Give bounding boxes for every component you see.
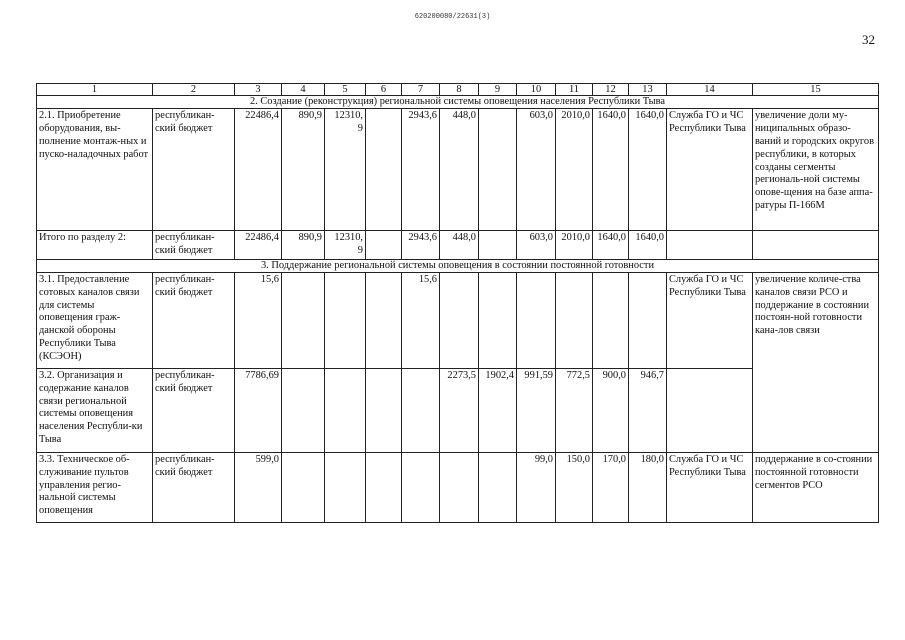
table-row [37,272,879,368]
value-cell [366,452,402,522]
value-cell: 12310, 9 [325,231,366,260]
header-cell: 11 [556,84,593,96]
section-2-row [37,96,879,109]
value-cell [325,452,366,522]
funding-source: республикан-ский бюджет [153,231,235,260]
value-cell [479,272,517,368]
header-cell: 12 [593,84,629,96]
value-cell [282,272,325,368]
header-cell: 15 [753,84,879,96]
value-cell [440,452,479,522]
value-cell: 150,0 [556,452,593,522]
row-title: 3.2. Организация и содержание каналов связи региональной системы оповещения населения Республи-ки Тыва [37,368,153,452]
value-cell: 2273,5 [440,368,479,452]
value-cell [479,109,517,231]
funding-source: республикан-ский бюджет [153,452,235,522]
table-row [37,109,879,231]
value-cell: 772,5 [556,368,593,452]
header-cell: 10 [517,84,556,96]
value-cell [440,272,479,368]
value-cell [366,109,402,231]
executor-cell: Служба ГО и ЧС Республики Тыва [667,109,753,231]
value-cell: 99,0 [517,452,556,522]
value-cell: 2010,0 [556,109,593,231]
value-cell: 448,0 [440,231,479,260]
value-cell: 603,0 [517,109,556,231]
value-cell: 22486,4 [235,109,282,231]
funding-source: республикан-ский бюджет [153,368,235,452]
value-cell [593,272,629,368]
value-cell: 15,6 [402,272,440,368]
row-title: 2.1. Приобретение оборудования, вы-полнение монтаж-ных и пуско-наладочных работ [37,109,153,231]
value-cell [479,231,517,260]
table-row [37,452,879,522]
header-row [37,84,879,96]
value-cell: 448,0 [440,109,479,231]
result-cell [753,231,879,260]
program-table [36,83,879,523]
page-number: 32 [862,32,875,47]
result-cell: поддержание в со-стоянии постоянной готовности сегментов РСО [753,452,879,522]
value-cell [366,368,402,452]
value-cell: 15,6 [235,272,282,368]
executor-cell: Служба ГО и ЧС Республики Тыва [667,272,753,368]
value-cell: 2943,6 [402,109,440,231]
value-cell: 890,9 [282,109,325,231]
value-cell [366,272,402,368]
executor-cell: Служба ГО и ЧС Республики Тыва [667,452,753,522]
value-cell [282,368,325,452]
value-cell: 22486,4 [235,231,282,260]
value-cell [402,368,440,452]
result-cell: увеличение доли му-ниципальных образо-ваний и городских округов республики, в которых созданы сегменты региональ-ной системы оповe-щения на базе аппа-ратуры П-166М [753,109,879,231]
value-cell: 170,0 [593,452,629,522]
header-cell: 4 [282,84,325,96]
total-row [37,231,879,260]
value-cell: 890,9 [282,231,325,260]
header-cell: 13 [629,84,667,96]
header-cell: 2 [153,84,235,96]
value-cell [556,272,593,368]
value-cell: 12310, 9 [325,109,366,231]
value-cell: 603,0 [517,231,556,260]
header-cell: 7 [402,84,440,96]
document-id: 620200080/22631(3) [414,13,491,21]
header-cell: 8 [440,84,479,96]
value-cell: 991,59 [517,368,556,452]
value-cell: 1640,0 [629,109,667,231]
executor-cell [667,231,753,260]
section-3-row [37,259,879,272]
section-2-title: 2. Создание (реконструкция) региональной системы оповещения населения Республики Тыва [37,96,879,109]
value-cell: 1640,0 [593,231,629,260]
value-cell: 1902,4 [479,368,517,452]
section-3-title: 3. Поддержание региональной системы оповещения в состоянии постоянной готовности [37,259,879,272]
header-cell: 5 [325,84,366,96]
value-cell: 946,7 [629,368,667,452]
value-cell: 1640,0 [593,109,629,231]
header-cell: 9 [479,84,517,96]
value-cell: 7786,69 [235,368,282,452]
funding-source: республикан-ский бюджет [153,109,235,231]
value-cell [629,272,667,368]
header-cell: 14 [667,84,753,96]
value-cell [325,272,366,368]
header-cell: 1 [37,84,153,96]
value-cell: 599,0 [235,452,282,522]
header-cell: 3 [235,84,282,96]
row-title: 3.1. Предоставление сотовых каналов связи для системы оповещения граж-данской обороны Республики Тыва (КСЭОН) [37,272,153,368]
table-row [37,368,879,452]
value-cell: 180,0 [629,452,667,522]
value-cell [366,231,402,260]
row-title: 3.3. Техническое об-служивание пультов управления регио-нальной системы оповещения [37,452,153,522]
value-cell: 1640,0 [629,231,667,260]
value-cell [517,272,556,368]
value-cell: 900,0 [593,368,629,452]
row-title: Итого по разделу 2: [37,231,153,260]
executor-cell [667,368,753,452]
header-cell: 6 [366,84,402,96]
value-cell: 2943,6 [402,231,440,260]
value-cell [479,452,517,522]
value-cell: 2010,0 [556,231,593,260]
value-cell [402,452,440,522]
funding-source: республикан-ский бюджет [153,272,235,368]
result-cell: увеличение количе-ства каналов связи РСО и поддержание в состоянии постоян-ной готовности кана-лов связи [753,272,879,452]
value-cell [282,452,325,522]
value-cell [325,368,366,452]
